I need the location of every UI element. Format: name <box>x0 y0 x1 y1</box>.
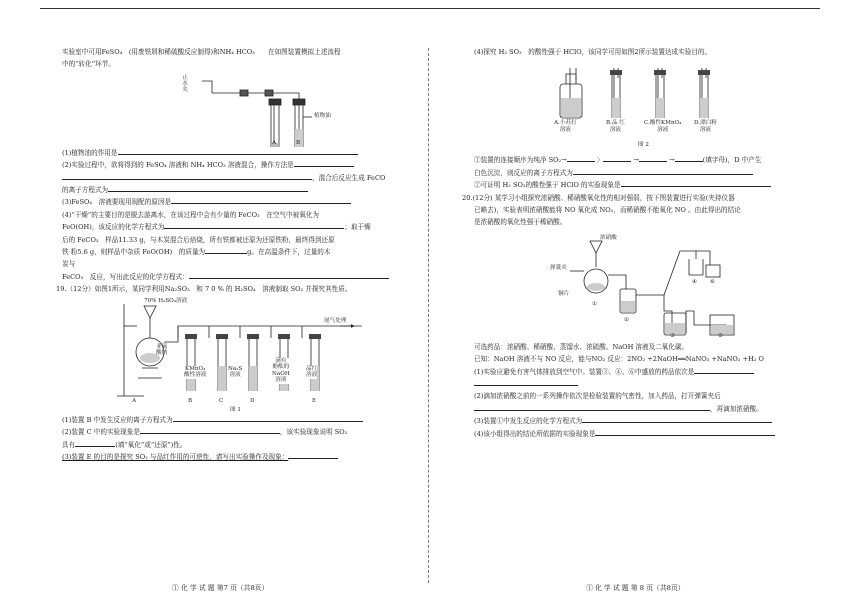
figure-2-drawing <box>474 58 814 154</box>
figure-fe-apparatus <box>62 71 410 147</box>
t2-line-2: ，再滴加浓硝酸。 <box>474 403 814 415</box>
q4-line-4: 铁 粉5.6 g，则样品中杂质 FeO(OH) 的质量为 g。在高温条件下，过量的木 <box>62 248 331 257</box>
q20-line-3: 是浓硝酸的氧化性强于稀硝酸。 <box>474 218 567 227</box>
column-divider <box>428 48 429 583</box>
tail-gas-label: 尾气处理 <box>324 317 347 324</box>
t1-line-2 <box>474 378 814 390</box>
device-5-label: ⑤ <box>718 332 724 339</box>
answer-blank[interactable] <box>140 426 280 434</box>
oil-label: 植物油 <box>314 112 331 119</box>
na2s-label: Na₂S 溶液 <box>228 365 243 379</box>
t2-line-1: (2)滴加浓硝酸之前的一系列操作依次是检验装置的气密性，加入药品，打开弹簧夹后 <box>474 392 721 401</box>
answer-blank[interactable] <box>173 414 363 422</box>
q19-stem: 19.（12分）如图1所示，某同学利用Na₂SO₃ 和 7 0 % 的 H₂SO₄ 溶液制取 SO₂ 并探究其性质。 <box>56 285 352 294</box>
q20-line-1: 20.(12分) 某学习小组探究浓硝酸、稀硝酸氧化性的相对强弱，按下图装置进行实验(夹持仪器 <box>462 193 735 202</box>
option-b-label: B.品 红 溶液 <box>606 120 625 133</box>
nitric-acid-drawing <box>474 229 814 341</box>
q4-line-6: FeCO₃ 反应，写出此反应的化学方程式： <box>62 271 410 283</box>
device-3-label: ③ <box>670 332 676 339</box>
s3: (3)装置 E 的目的是探究 SO₂ 与品红作用的可逆性，请写出实验操作及现象： <box>62 451 410 463</box>
answer-blank[interactable] <box>171 196 351 204</box>
q4-line-3: 后的 FeCO₃ 样品11.33 g，与木炭混合后焙烧，所有铁都被还原为还原铁粉，最终得到还原 <box>62 235 335 244</box>
answer-blank[interactable] <box>621 179 771 187</box>
device-2-label: ② <box>624 316 630 323</box>
device-1-label: ① <box>592 300 598 307</box>
device-a-label: A <box>132 397 137 404</box>
s2-line-1: (2)装置 C 中的实验现象是 ，该实验现象说明 SO₂ <box>62 428 348 437</box>
option-c-label: C.酸性KMnO₄ 溶液 <box>644 120 682 133</box>
answer-blank[interactable] <box>567 154 595 162</box>
answer-blank[interactable] <box>288 451 338 459</box>
q2-line-1: (2)实验过程中，欲将得到的 FeSO₄ 溶液和 NH₄ HCO₃ 溶液混合，操作方法是 <box>62 159 410 171</box>
intro-line-2: 中的“转化”环节。 <box>62 60 115 69</box>
r2: ②可证明 H₂ SO₃的酸性强于 HClO 的实验现象是 <box>474 179 814 191</box>
answer-blank[interactable] <box>694 366 754 374</box>
top-rule <box>40 8 820 9</box>
fuchsin-label: 品红 溶液 <box>306 365 318 379</box>
answer-blank[interactable] <box>675 154 703 162</box>
t4: (4)该小组得出的结论所依据的实验现象是 <box>474 428 814 440</box>
q20-line-2: 已略去)，实验表明浓硝酸能将 NO 氧化成 NO₂，而稀硝酸不能氧化 NO 。由此得出的结论 <box>474 206 741 215</box>
answer-blank[interactable] <box>294 159 354 167</box>
copper-label: 铜片 <box>558 290 570 297</box>
r1-line-1: ①装置的连接顺序为纯净 SO₂→ 〉 → → (填字母)，D 中产生 <box>474 156 762 165</box>
known: 已知：NaOH 溶液不与 NO 反应，能与NO₂ 反应：2NO₂ +2NaOH══NaNO₃ +NaNO₂ +H₂ O <box>474 355 764 364</box>
device-c-label: C <box>219 397 224 404</box>
r1-line-2: 白色沉淀，则反应的离子方程式为 <box>474 167 814 179</box>
clamp-label: 止水夹 <box>182 74 188 93</box>
answer-blank[interactable] <box>62 172 312 180</box>
answer-blank[interactable] <box>474 403 710 411</box>
q4-line-1: (4)“干燥”的主要目的是脱去游离水，在该过程中会有少量的 FeCO₃ 在空气中被氧化为 <box>62 210 319 219</box>
t3: (3)装置①中发生反应的化学方程式为 <box>474 415 814 427</box>
answer-blank[interactable] <box>639 154 667 162</box>
answer-blank[interactable] <box>603 154 631 162</box>
drugs: 可选药品：浓硝酸、稀硝酸、蒸馏水、浓硫酸、NaOH 溶液及二氧化碳。 <box>474 342 689 351</box>
answer-blank[interactable] <box>75 439 115 447</box>
s1: (1)装置 B 中发生反应的离子方程式为 <box>62 414 410 426</box>
answer-blank[interactable] <box>164 221 344 229</box>
right-column <box>462 46 814 440</box>
right-page-footer: ① 化 学 试 题 第 8 页（共8页） <box>586 584 685 592</box>
figure-1-so2-apparatus <box>62 296 410 414</box>
s2-line-2: 具有 (填“氧化”或“还原”)性。 <box>62 440 187 449</box>
answer-blank[interactable] <box>582 415 772 423</box>
answer-blank[interactable] <box>108 184 308 192</box>
fe-apparatus-drawing <box>62 71 410 147</box>
t1-line-1: (1)实验应避免有害气体排放到空气中。装置③、④、⑥中盛放的药品依次是 <box>474 366 814 378</box>
device-e-label: E <box>312 397 317 404</box>
device-4-label: ④ <box>692 278 698 285</box>
answer-blank[interactable] <box>189 271 389 279</box>
option-d-label: D.漂白粉 溶液 <box>694 120 717 133</box>
device-6-label: ⑥ <box>710 278 716 285</box>
answer-blank[interactable] <box>474 378 578 386</box>
left-page-footer: ① 化 学 试 题 第7 页（共8页） <box>172 584 269 592</box>
answer-blank[interactable] <box>595 428 775 436</box>
device-d-label: D <box>250 397 255 404</box>
answer-blank[interactable] <box>205 246 247 254</box>
q3: (3)FeSO₄ 溶液要现用现配的原因是 <box>62 196 410 208</box>
naoh-label: 滴有 酚酞的 NaOH 溶液 <box>272 357 290 384</box>
option-a-label: A.小苏打 溶液 <box>554 120 577 133</box>
q4-stem: (4)探究 H₂ SO₃ 的酸性强于 HClO，该同学可用如图2所示装置达成实验目的。 <box>474 48 712 56</box>
figure-nitric-acid-apparatus <box>474 229 814 341</box>
q4-line-2: FeO(OH)，该反应的化学方程式为 ；取干燥 <box>62 223 371 232</box>
acid-label: 70% H₂SO₄溶液 <box>144 297 188 304</box>
figure-2-caption: 图 2 <box>638 142 649 149</box>
intro-line-1: 实验室中可用FeSO₄ (用废铁屑和稀硫酸反应制得)和NH₄ HCO₃ 在如图装置模拟上述流程 <box>62 48 341 56</box>
q1: (1)植物油的作用是 <box>62 147 410 159</box>
tube-b-label: B <box>296 139 301 146</box>
figure-1-caption: 图 1 <box>230 406 241 413</box>
figure-2-apparatus <box>474 58 814 154</box>
q2-line-3: 的离子方程式为 <box>62 184 410 196</box>
sodium-sulfite-label: 亚硫 酸钠 <box>156 343 168 357</box>
q4-line-5: 炭与 <box>62 260 76 269</box>
left-column <box>56 46 410 463</box>
so2-apparatus-drawing <box>62 296 410 414</box>
device-b-label: B <box>188 397 193 404</box>
tube-a-label: A <box>272 139 277 146</box>
kmno4-label: KMnO₄ 酸性溶液 <box>184 365 207 379</box>
q2-line-2: ，混合后反应生成 FeCO <box>62 172 410 184</box>
answer-blank[interactable] <box>573 167 753 175</box>
answer-blank[interactable] <box>118 147 358 155</box>
spring-clamp-label: 弹簧夹 <box>550 264 567 271</box>
conc-nitric-label: 浓硝酸 <box>600 234 617 241</box>
